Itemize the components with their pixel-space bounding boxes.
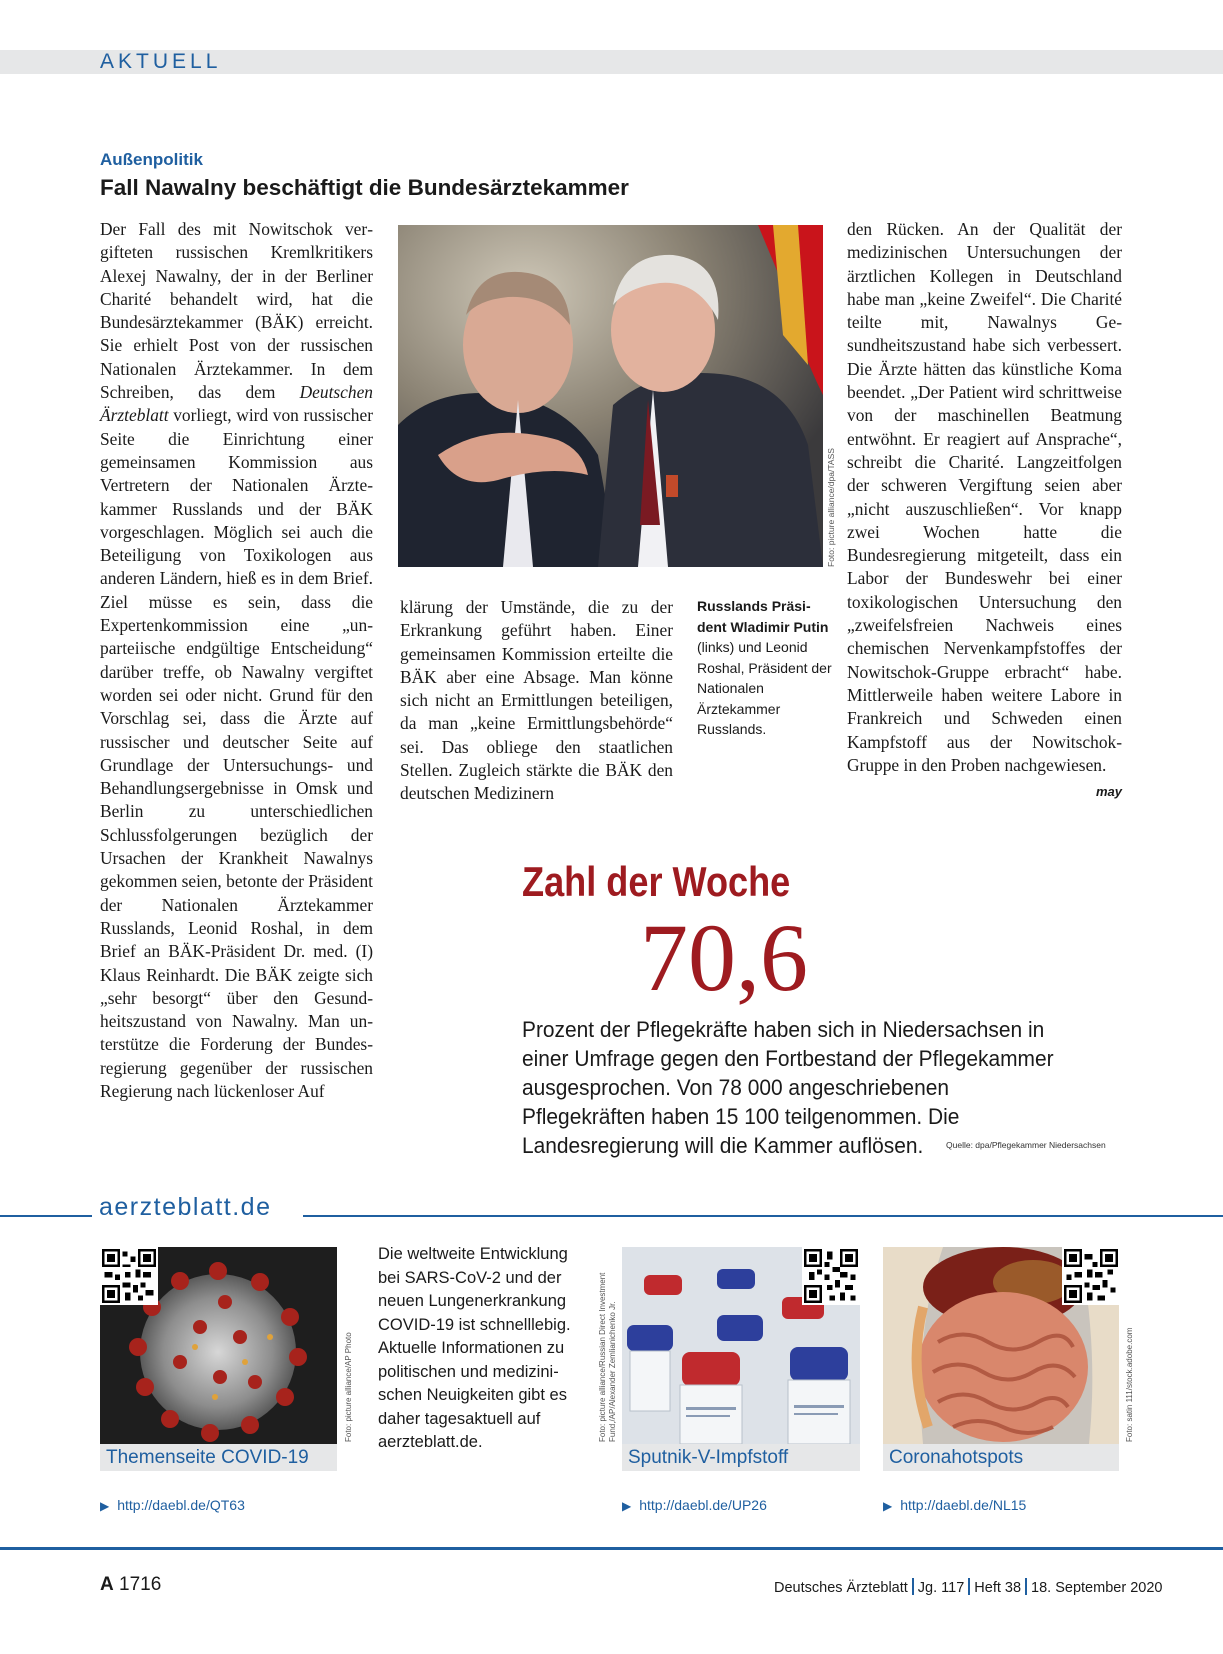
link-covid19[interactable] <box>100 1497 245 1513</box>
aerzteblatt-title: aerzteblatt.de <box>99 1193 272 1221</box>
page-number-value: 1716 <box>119 1574 162 1595</box>
photo-credit: Foto: picture alliance/dpa/TASS <box>826 448 836 567</box>
zahl-der-woche-number: 70,6 <box>640 904 808 1011</box>
col1-text-b: vorliegt, wird von russischer Seite die Einrichtung einer gemeinsamen Kommission aus Vertretern der Nationalen Ärztekammer Russlands und der BÄK vorgeschlagen. Möglich sei auch die Beteiligung von Toxikologen aus anderen Ländern, hieß es in dem Brief. Ziel müsse es sein, dass die Expertenkommission eine „unparteiische endgültige Entscheidung“ darüber treffe, ob Nawalny vergiftet worden sei oder nicht. Grund für den Vorschlag sei, dass die Ärzte auf russischer und deutscher Seite auf Grundlage der Untersuchungs- und Behandlungsergebnisse in Omsk und Berlin zu unterschiedlichen Schlussfolgerungen bezüglich der Ursachen der Krankheit Nawalnys gekommen seien, betonte der Präsident der Nationalen Ärztekammer Russlands, Leonid Roshal, in dem Brief an BÄK-Präsident Dr. med. (I) Klaus Reinhardt. Die BÄK zeigte sich „sehr besorgt“ über den Gesundheitszustand von Nawalny. Man unterstütze die Forderung der Bundesregierung gegenüber der russischen Regierung nach lückenloser Auf <box>100 405 373 1101</box>
zahl-der-woche-title: Zahl der Woche <box>522 858 791 905</box>
separator <box>968 1578 970 1595</box>
zahl-der-woche-source: Quelle: dpa/Pflegekammer Niedersachsen <box>946 1140 1106 1150</box>
divider-rule <box>303 1215 1223 1217</box>
author-signature: may <box>1095 784 1122 800</box>
issue: Heft 38 <box>974 1580 1022 1596</box>
journal-name: Deutsches Ärzteblatt <box>774 1580 908 1596</box>
page-number <box>100 1574 161 1596</box>
separator <box>912 1578 914 1595</box>
zahl-der-woche-text: Prozent der Pflegekräfte haben sich in Niedersachsen in einer Umfrage gegen den Fortbestand der Pflegekammer ausgesprochen. Von 78 000 angeschriebenen Pflegekräften haben 15 100 teilgenommen. Die Landesregierung will die Kammer auflösen. <box>522 1017 1054 1158</box>
aerzteblatt-teaser: Die weltweite Entwicklung bei SARS-CoV-2 und der neuen Lungenerkrankung COVID-19 ist schnelllebig. Aktuelle Informationen zu politischen und medizinischen Neuigkeiten gibt es daher tagesaktuell auf aerzteblatt.de. <box>378 1245 571 1451</box>
article-kicker: Außenpolitik <box>100 150 203 169</box>
arrow-right-icon: ▶ <box>883 1499 893 1513</box>
section-label: AKTUELL <box>100 50 222 73</box>
article-column-1 <box>100 218 373 1103</box>
tile-photo-credit: Foto: satin 111/stock.adobe.com <box>1125 1327 1134 1442</box>
tile-label[interactable]: Themenseite COVID-19 <box>100 1444 337 1471</box>
link-coronahotspots[interactable] <box>883 1497 1026 1513</box>
caption-text: (links) und Leonid Roshal, Präsident der Nationalen Ärztekammer Russlands. <box>697 639 832 737</box>
tile-label[interactable]: Sputnik-V-Impfstoff <box>622 1444 860 1471</box>
caption-lead: Russlands Präsident Wladimir Putin <box>697 598 829 635</box>
link-url[interactable]: http://daebl.de/QT63 <box>117 1497 245 1513</box>
link-url[interactable]: http://daebl.de/NL15 <box>900 1497 1027 1513</box>
page-prefix: A <box>100 1574 114 1595</box>
col1-journal-name: Deutschen Ärzteblatt <box>100 382 373 426</box>
article-headline: Fall Nawalny beschäftigt die Bundesärztekammer <box>100 175 629 200</box>
arrow-right-icon: ▶ <box>622 1499 632 1513</box>
tile-photo-credit: Foto: picture alliance/AP Photo <box>344 1332 353 1442</box>
qr-code-icon[interactable] <box>802 1247 860 1305</box>
col1-text-a: Der Fall des mit Nowitschok vergifteten russischen Kremlkritikers Alexej Nawalny, der in der Berliner Charité behandelt wird, hat die Bundesärztekammer (BÄK) erreicht. Sie erhielt Post von der russischen Nationalen Ärztekammer. In dem Schreiben, das dem <box>100 219 373 403</box>
qr-code-icon[interactable] <box>1062 1247 1120 1305</box>
arrow-right-icon: ▶ <box>100 1499 110 1513</box>
link-sputnik[interactable] <box>622 1497 767 1513</box>
putin-roshal-photo <box>398 225 823 567</box>
volume: Jg. 117 <box>917 1580 965 1596</box>
issue-date: 18. September 2020 <box>1031 1580 1163 1596</box>
col3-text: den Rücken. An der Qualität der medizinischen Untersuchungen der ärztlichen Kollegen in Deutschland habe man „keine Zweifel“. Die Charité teilte mit, Nawalnys Gesundheitszustand habe sich verbessert. Die Ärzte hätten das künstliche Koma beendet. „Der Patient wird schrittweise von der maschinellen Beatmung entwöhnt. Er reagiert auf Ansprache“, schreibt die Charité. Langzeitfolgen der schweren Vergiftung seien aber „nicht auszuschließen“. Vor knapp zwei Wochen hatte die Bundesregierung mitgeteilt, dass ein Labor der Bundeswehr bei einer toxikologischen Untersuchung den „zweifelsfreien Nachweis eines chemischen Nervenkampfstoffes der Nowitschok-Gruppe erbracht“ habe. Mittlerweile haben weitere Labore in Frankreich und Schweden einen Kampfstoff aus der Nowitschok-Gruppe in den Proben nachgewiesen. <box>847 219 1122 775</box>
photo-caption <box>697 596 832 740</box>
article-photo <box>398 225 823 567</box>
footer-meta <box>774 1578 1162 1596</box>
tile-label[interactable]: Coronahotspots <box>883 1444 1119 1471</box>
article-column-2 <box>400 596 673 806</box>
article-column-3 <box>847 218 1122 803</box>
footer-rule <box>0 1547 1223 1550</box>
tile-photo-credit: Foto: picture alliance/Russian Direct Investment Fund,/AP/Alexander Zemlianichenko Jr. <box>598 1272 617 1442</box>
divider-rule <box>0 1215 92 1217</box>
link-url[interactable]: http://daebl.de/UP26 <box>639 1497 767 1513</box>
col2-text: klärung der Umstände, die zu der Erkrankung geführt haben. Einer gemeinsamen Kommission erteilte die BÄK aber eine Absage. Man könne sich nicht an Ermittlungen beteiligen, da man „keine Ermittlungsbehörde“ sei. Das obliege den staatlichen Stellen. Zugleich stärkte die BÄK den deutschen Medizinern <box>400 597 673 804</box>
qr-code-icon[interactable] <box>100 1247 158 1305</box>
separator <box>1025 1578 1027 1595</box>
